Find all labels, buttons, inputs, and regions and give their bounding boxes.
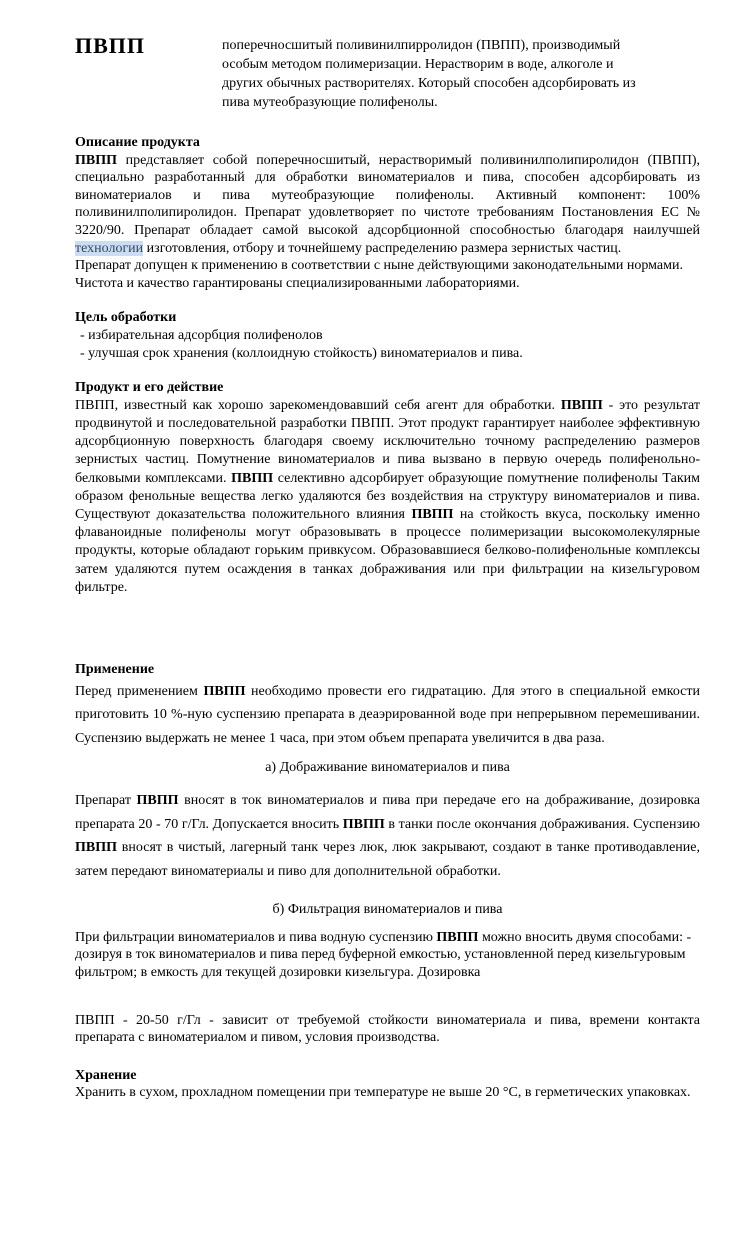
- section-description: [75, 134, 700, 292]
- subheading-a: а) Дображивание виноматериалов и пива: [265, 760, 510, 776]
- description-paragraph-1: [75, 152, 700, 258]
- text-segment: на стойкость вкуса, поскольку именно флаваноидные полифенолы могут образовывать в процессе полимеризации высокомолекулярные продукты, которые обладают горьким привкусом. Образовавшиеся белково-полифенольные комплексы затем удаляются путем осаждения в танках дображивания или при фильтрации на кизельгуровом фильтре.: [75, 506, 700, 595]
- term-title: ПВПП: [75, 33, 146, 58]
- text-segment: необходимо провести его гидратацию. Для этого в специальной емкости приготовить 10 %-ную суспензию препарата в деаэрированной воде при непрерывном перемешивании. Суспензию выдержать не менее 1 часа, при этом объем препарата увеличится в два раза.: [75, 683, 700, 746]
- text-segment: Препарат: [75, 792, 137, 808]
- text-segment: ПВПП, известный как хорошо зарекомендовавший себя агент для обработки.: [75, 397, 561, 413]
- bold-product-name: ПВПП: [436, 929, 479, 945]
- section-storage: [75, 1067, 700, 1102]
- section-heading-application: Применение: [75, 661, 155, 677]
- section-application: [75, 661, 700, 1047]
- application-paragraph-3: [75, 929, 700, 982]
- text-segment: При фильтрации виноматериалов и пива водную суспензию: [75, 929, 437, 945]
- text-segment: можно вносить двумя способами: - дозируя в ток виноматериалов и пива перед буферной емкостью, установленной перед кизельгуровым фильтром; в емкость для текущей дозировки кизельгура. Дозировка: [75, 929, 692, 981]
- text-segment: представляет собой поперечносшитый, нерастворимый поливинилполипиролидон (ПВПП), специально разработанный для обработки виноматериалов и пива, способен адсорбировать из виноматериалов и пива мутеобразующие полифенолы. Активный компонент: 100% поливинилполипиролидон. Препарат удовлетворяет по чистоте требованиям Постановления ЕС № 3220/90. Препарат обладает самой высокой адсорбционной способностью благодаря наилучшей: [75, 152, 700, 238]
- section-action: [75, 379, 700, 597]
- section-heading-description: Описание продукта: [75, 135, 200, 150]
- bold-product-name: ПВПП: [203, 683, 246, 699]
- application-paragraph-2: [75, 789, 700, 883]
- purpose-item: - избирательная адсорбция полифенолов: [80, 327, 323, 343]
- bold-product-name: ПВПП: [75, 152, 118, 168]
- application-paragraph-1: [75, 680, 700, 751]
- bold-product-name: ПВПП: [136, 792, 179, 808]
- section-purpose: [75, 309, 700, 362]
- definition-header: [75, 33, 700, 112]
- text-segment: селективно адсорбирует образующие помутнение полифенолы Таким образом фенольные вещества легко удаляются без воздействия на структуру виноматериалов и пива. Существуют доказательства положительного влияния: [75, 470, 700, 522]
- text-segment: вносят в чистый, лагерный танк через люк, люк закрывают, создают в танке противодавление, затем передают виноматериалы и пиво для дополнительной обработки.: [75, 840, 700, 879]
- text-segment: в танки после окончания дображивания. Суспензию: [384, 816, 700, 832]
- highlighted-word: технологии: [75, 240, 144, 256]
- description-paragraph-3: Чистота и качество гарантированы специализированными лабораториями.: [75, 275, 520, 291]
- description-paragraph-2: Препарат допущен к применению в соответствии с ныне действующими законодательными нормами.: [75, 258, 683, 274]
- bold-product-name: ПВПП: [342, 816, 385, 832]
- definition-text: поперечносшитый поливинилпирролидон (ПВПП), производимый особым методом полимеризации. Нерастворим в воде, алкоголе и других обычных растворителях. Который способен адсорбировать из пива мутеобразующие полифенолы.: [222, 38, 636, 110]
- text-segment: Перед применением: [75, 683, 204, 699]
- text-segment: изготовления, отбору и точнейшему распределению размера зернистых частиц.: [143, 240, 622, 256]
- purpose-item: - улучшая срок хранения (коллоидную стойкость) виноматериалов и пива.: [80, 345, 523, 361]
- section-heading-storage: Хранение: [75, 1067, 137, 1083]
- subheading-b: б) Фильтрация виноматериалов и пива: [272, 902, 503, 918]
- storage-paragraph-1: Хранить в сухом, прохладном помещении при температуре не выше 20 °С, в герметических упаковках.: [75, 1085, 691, 1101]
- bold-product-name: ПВПП: [231, 470, 274, 486]
- text-segment: вносят в ток виноматериалов и пива при передаче его на дображивание, дозировка препарата 20 - 70 г/Гл. Допускается вносить: [75, 792, 700, 832]
- application-paragraph-4: ПВПП - 20-50 г/Гл - зависит от требуемой стойкости виноматериала и пива, времени контакта препарата с виноматериалом и пивом, условия производства.: [75, 1012, 700, 1046]
- bold-product-name: ПВПП: [75, 840, 118, 856]
- bold-product-name: ПВПП: [411, 506, 454, 522]
- section-heading-action: Продукт и его действие: [75, 380, 224, 396]
- bold-product-name: ПВПП: [560, 397, 603, 413]
- section-heading-purpose: Цель обработки: [75, 310, 177, 326]
- text-segment: - это результат продвинутой и последовательной разработки ПВПП. Этот продукт гарантирует наиболее эффективную адсорбционную поверхность благодаря своему исключительно точному распределению размеров зернистых частиц. Помутнение виноматериалов и пива вызвано в первую очередь полифенольно-белковыми комплексами.: [75, 397, 700, 486]
- action-paragraph-1: [75, 397, 700, 597]
